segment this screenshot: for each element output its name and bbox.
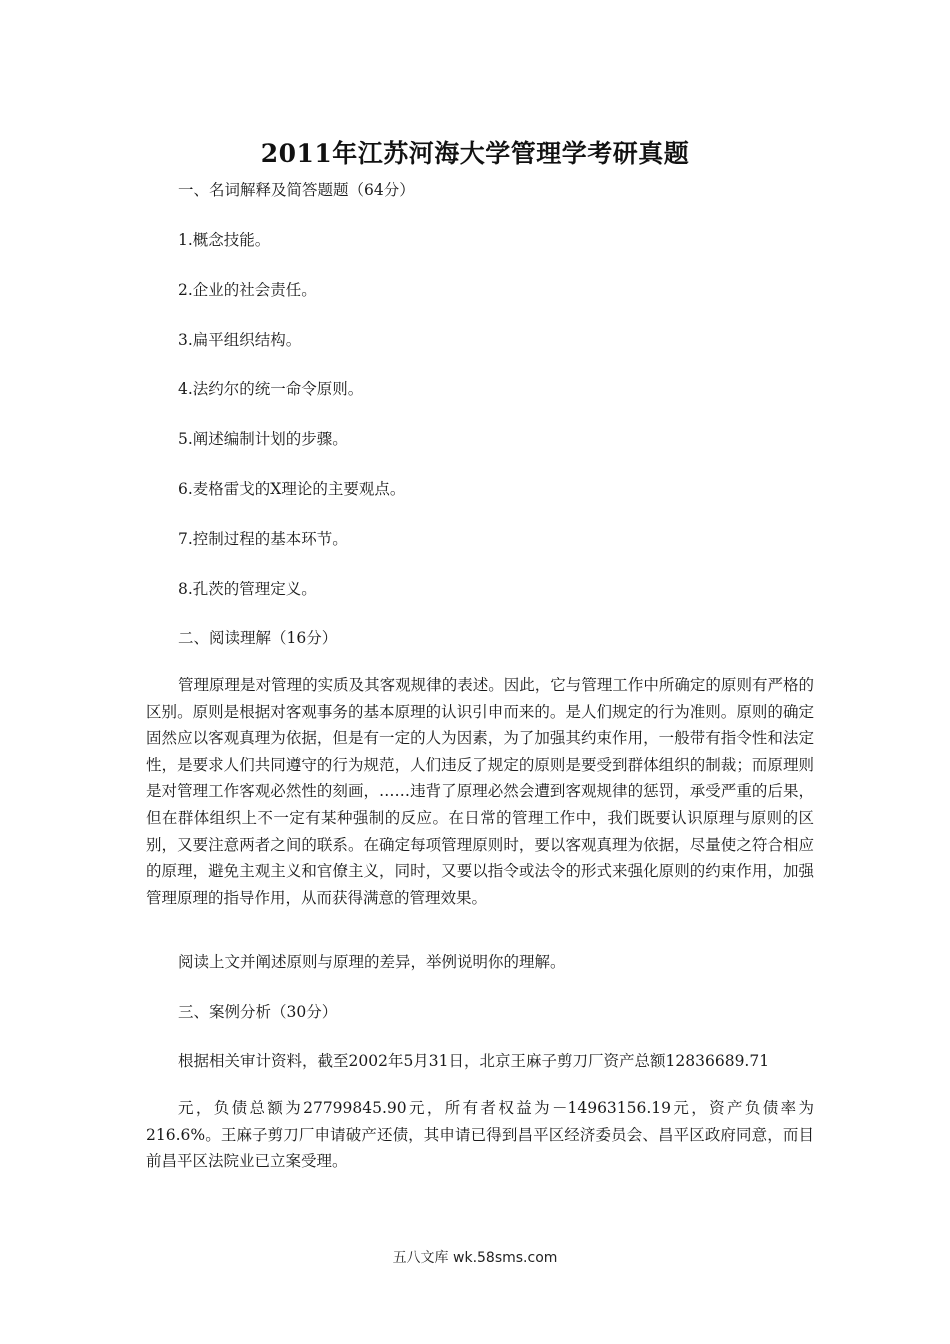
- section-heading-1: 一、名词解释及简答题题（64分）: [178, 181, 415, 199]
- reading-question: 阅读上文并阐述原则与原理的差异，举例说明你的理解。: [178, 953, 566, 971]
- question-item: 6.麦格雷戈的X理论的主要观点。: [178, 480, 406, 498]
- question-item: 5.阐述编制计划的步骤。: [178, 430, 348, 448]
- question-item: 3.扁平组织结构。: [178, 331, 302, 349]
- section-heading-3: 三、案例分析（30分）: [178, 1003, 338, 1021]
- case-text-line: 根据相关审计资料，截至2002年5月31日，北京王麻子剪刀厂资产总额12836689.71: [178, 1052, 770, 1070]
- question-item: 2.企业的社会责任。: [178, 281, 317, 299]
- section-heading-2: 二、阅读理解（16分）: [178, 629, 338, 647]
- document-title: 2011年江苏河海大学管理学考研真题: [260, 139, 690, 168]
- question-item: 1.概念技能。: [178, 231, 271, 249]
- question-item: 8.孔茨的管理定义。: [178, 580, 317, 598]
- reading-passage: 管理原理是对管理的实质及其客观规律的表述。因此，它与管理工作中所确定的原则有严格的区别。原则是根据对客观事务的基本原理的认识引申而来的。是人们规定的行为准则。原则的确定固然应以客观真理为依据，但是有一定的人为因素，为了加强其约束作用，一般带有指令性和法定性，是要求人们共同遵守的行为规范，人们违反了规定的原则是要受到群体组织的制裁；而原理则是对管理工作客观必然性的刻画，……违背了原理必然会遭到客观规律的惩罚，承受严重的后果，但在群体组织上不一定有某种强制的反应。在日常的管理工作中，我们既要认识原理与原则的区别，又要注意两者之间的联系。在确定每项管理原则时，要以客观真理为依据，尽量使之符合相应的原理，避免主观主义和官僚主义，同时，又要以指令或法令的形式来强化原则的约束作用，加强管理原理的指导作用，从而获得满意的管理效果。: [146, 676, 814, 907]
- footer-watermark: 五八文库 wk.58sms.com: [392, 1250, 558, 1266]
- question-item: 7.控制过程的基本环节。: [178, 530, 348, 548]
- question-item: 4.法约尔的统一命令原则。: [178, 380, 364, 398]
- case-paragraph: 元，负债总额为27799845.90元，所有者权益为－14963156.19元，资产负债率为216.6%。王麻子剪刀厂申请破产还债，其申请已得到昌平区经济委员会、昌平区政府同意，而目前昌平区法院业已立案受理。: [146, 1099, 814, 1171]
